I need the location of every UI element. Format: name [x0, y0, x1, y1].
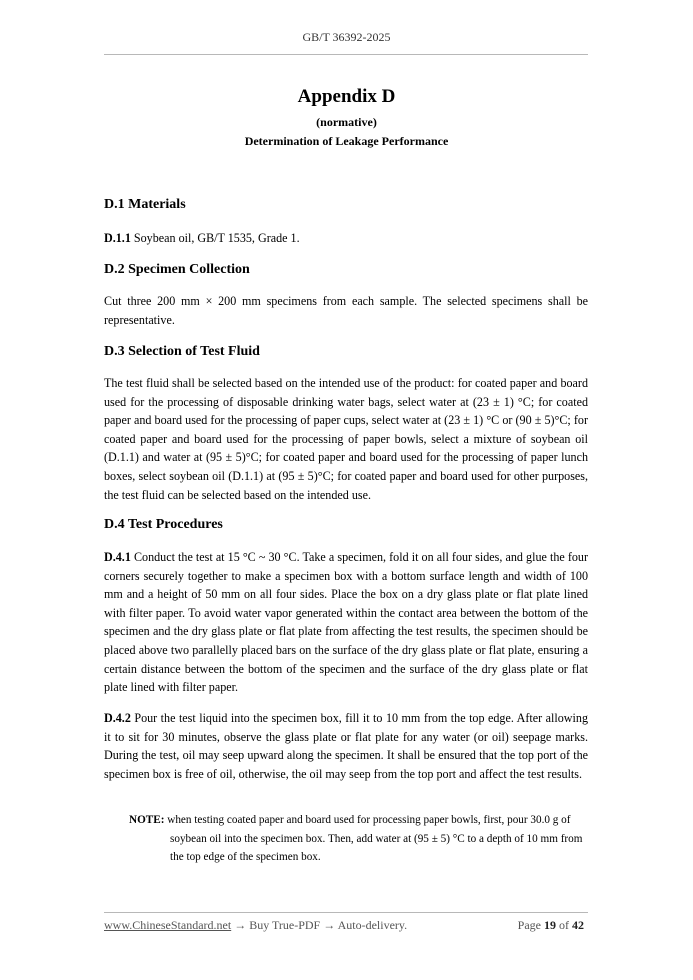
section-heading-d1: D.1 Materials — [104, 197, 186, 212]
note-continuation: soybean oil into the specimen box. Then, add water at (95 ± 5) °C to a depth of 10 mm from the top edge of the specimen box. — [170, 832, 583, 863]
clause-number: D.4.2 — [104, 711, 131, 725]
paragraph-d4-2 — [104, 709, 588, 783]
page-prefix: Page — [517, 918, 544, 932]
page-of: of — [556, 918, 572, 932]
section-heading-d4: D.4 Test Procedures — [104, 517, 223, 532]
arrow-icon: → — [320, 918, 338, 932]
appendix-subtitle: Determination of Leakage Performance — [244, 134, 449, 148]
appendix-title: Appendix D — [297, 86, 396, 107]
page-number — [518, 918, 584, 933]
clause-text: Conduct the test at 15 °C ~ 30 °C. Take a specimen, fold it on all four sides, and glue the four corners securely together to make a specimen box with a bottom surface length and width of 100 mm and a height of 50 mm on all four sides. Place the box on a dry glass plate or flat plate lined with filter paper. To avoid water vapor generated within the contact area between the bottom of the specimen and the dry glass plate or flat plate from affecting the test results, the specimen should be placed above two parallelly placed bars on the surface of the dry glass plate or flat plate, ensuring a certain distance between the bottom of the specimen and the surface of the dry glass plate or flat plate lined with filter paper. — [104, 550, 588, 695]
clause-text: Soybean oil, GB/T 1535, Grade 1. — [130, 231, 300, 245]
note-label: NOTE: — [129, 814, 165, 826]
page-total: 42 — [572, 918, 584, 932]
clause-text: Pour the test liquid into the specimen box, fill it to 10 mm from the top edge. After allowing it to sit for 30 minutes, observe the glass plate or flat plate for any water (or oil) seepage marks. During the test, oil may seep upward along the specimen. It shall be ensured that the top port of the specimen box is free of oil, otherwise, the oil may seep from the top port and affect the test results. — [104, 711, 588, 781]
running-header: GB/T 36392-2025 — [302, 30, 391, 44]
appendix-normative-label: (normative) — [316, 115, 377, 129]
auto-delivery-text: Auto-delivery. — [337, 918, 408, 932]
clause-number: D.4.1 — [104, 550, 131, 564]
note-first-line — [129, 811, 588, 830]
section-heading-d3: D.3 Selection of Test Fluid — [104, 344, 260, 359]
paragraph-d1-1 — [104, 229, 588, 248]
paragraph-d3: The test fluid shall be selected based on the intended use of the product: for coated paper and board used for the processing of disposable drinking water bags, select water at (23 ± 1) °C; for coated paper and board used for the processing of paper cups, select water at (23 ± 1) °C or (90 ± 5)°C; for coated paper and board used for the processing of paper bowls, select a mixture of soybean oil (D.1.1) and water at (95 ± 5)°C; for coated paper and board used for the processing of paper lunch boxes, select soybean oil (D.1.1) at (95 ± 5)°C; for coated paper and board used for other purposes, the test fluid can be selected based on the intended use. — [104, 376, 588, 502]
site-link[interactable]: www.ChineseStandard.net — [104, 918, 232, 932]
section-heading-d2: D.2 Specimen Collection — [104, 262, 250, 277]
paragraph-d4-1 — [104, 548, 588, 697]
note-block — [129, 811, 588, 867]
arrow-icon: → — [231, 918, 250, 932]
note-line-1: when testing coated paper and board used for processing paper bowls, first, pour 30.0 g of — [164, 814, 571, 826]
buy-pdf-link[interactable]: Buy True-PDF — [249, 918, 321, 932]
page-current: 19 — [544, 918, 556, 932]
paragraph-d2: Cut three 200 mm × 200 mm specimens from each sample. The selected specimens shall be representative. — [104, 294, 588, 327]
footer-divider — [104, 912, 588, 913]
page-footer — [104, 918, 588, 933]
clause-number: D.1.1 — [104, 231, 131, 245]
header-divider — [104, 54, 588, 55]
